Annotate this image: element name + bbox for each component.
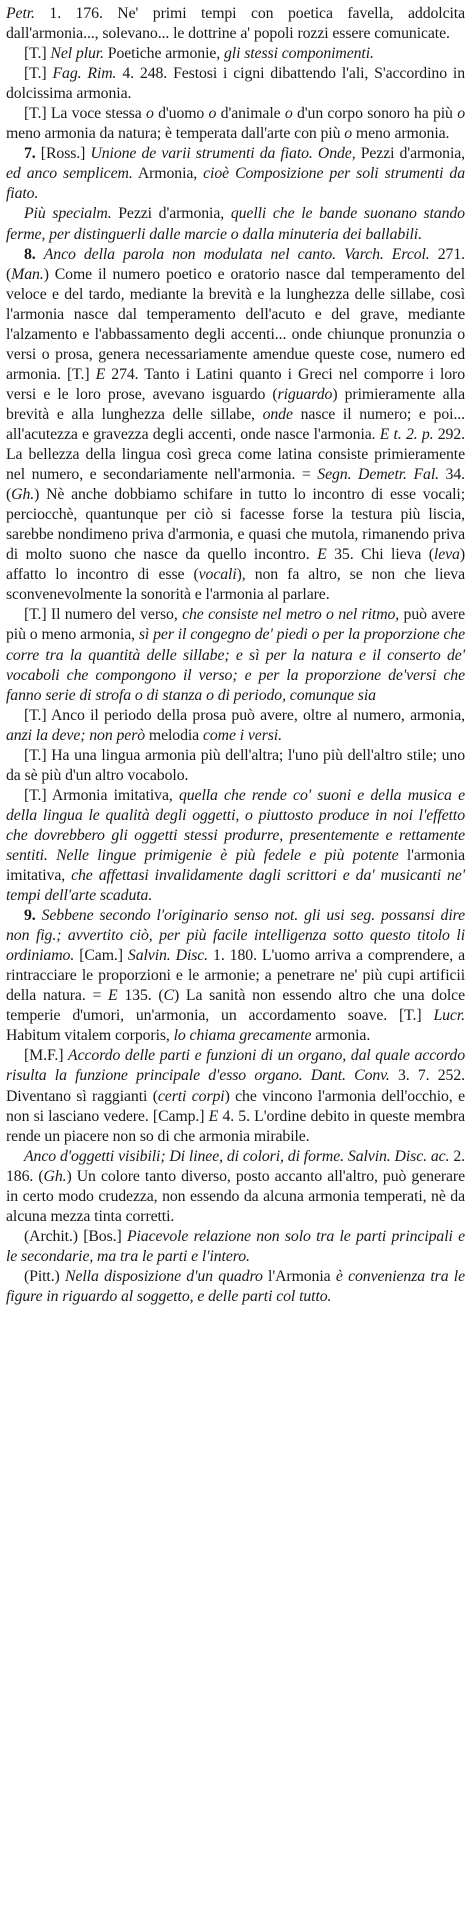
italic-text: Gh. — [11, 486, 35, 504]
body-text: [T.] — [24, 45, 51, 63]
italic-text: C — [163, 987, 174, 1005]
italic-text: certi corpi — [157, 1087, 225, 1105]
body-text: d'animale — [216, 105, 285, 123]
body-text — [36, 246, 44, 263]
italic-text: Lucr. — [433, 1007, 465, 1025]
dictionary-paragraph — [6, 1046, 465, 1146]
italic-text: lo chiama grecamente — [173, 1027, 312, 1045]
italic-text: Segn. Demetr. Fal. — [317, 466, 439, 484]
italic-text: E — [95, 365, 106, 383]
italic-text: che consiste nel metro o nel ritmo, — [182, 606, 400, 624]
dictionary-paragraph — [6, 605, 465, 705]
dictionary-paragraph — [6, 64, 465, 104]
body-text: meno armonia. — [352, 125, 450, 143]
italic-text: Sebbene secondo l'originario senso not. gli usi seg. possansi dire non fig.; avvertito ciò, per più facile intelligenza sotto questo titolo li ordiniamo. — [6, 907, 465, 965]
body-text: [T.] La voce stessa — [24, 105, 146, 123]
body-text: meno armonia da natura; è temperata dall'arte con più — [6, 125, 345, 143]
dictionary-paragraph — [6, 4, 465, 44]
body-text: ) La sanità non essendo altro che una dolce temperie d'umori, un'armonia, un accordamento soave. [T.] — [6, 987, 465, 1025]
italic-text: Nella disposizione d'un quadro — [65, 1267, 263, 1285]
dictionary-paragraph — [6, 44, 465, 64]
body-text: ) che vincono l'armonia dell'occhio, e non si lasciano vedere. [Camp.] — [6, 1087, 465, 1125]
italic-text: Più specialm. — [24, 205, 112, 223]
body-text: d'un corpo sonoro ha più — [292, 105, 458, 123]
dictionary-paragraph — [6, 1147, 465, 1227]
sense-number: 7. — [24, 145, 36, 163]
body-text: ) Un colore tanto diverso, posto accanto all'altro, può generare in certo modo crudezza, non essendo da alcuna armonia temperati, nè da alcuna mezza tinta corretti. — [6, 1167, 465, 1225]
italic-text: cioè Composizione per soli strumenti da fiato. — [6, 165, 465, 203]
dictionary-paragraph — [6, 706, 465, 746]
italic-text: E — [208, 1107, 219, 1125]
body-text: melodia — [145, 726, 203, 744]
italic-text: o — [284, 105, 293, 123]
dictionary-paragraph — [6, 144, 465, 204]
body-text: 4. 5. L'ordine debito in queste membra rende un piacere non so di che armonia mirabile. — [6, 1107, 466, 1145]
italic-text: Nel plur. — [50, 45, 104, 63]
body-text: 292. La bellezza della lingua così greca come latina consiste primieramente nel numero, e secondariamente nell'armonia. = — [6, 425, 465, 484]
body-text: 1. 180. L'uomo arriva a comprendere, a rintracciare le proporzioni e le armonie; a penetrare ne' più cupi artificii della natura. = — [6, 947, 466, 1005]
body-text: 135. ( — [117, 987, 164, 1005]
body-text: 3. 7. 252. Diventano sì raggianti ( — [6, 1067, 465, 1105]
body-text: nasce il numero; e poi... all'acutezza e gravezza degli accenti, onde nasce l'armonia. — [6, 405, 465, 443]
italic-text: o — [208, 105, 217, 123]
body-text: 35. Chi lieva ( — [326, 546, 434, 564]
italic-text: ed anco semplicem. — [6, 165, 133, 183]
body-text: può avere più o meno armonia, — [6, 606, 465, 644]
dictionary-paragraph — [6, 786, 465, 906]
italic-text: Salvin. Disc. — [127, 947, 209, 965]
body-text: Armonia, — [132, 165, 204, 183]
dictionary-paragraph — [6, 906, 465, 1046]
italic-text: è convenienza tra le figure in riguardo al soggetto, e delle parti col tutto. — [6, 1267, 466, 1305]
italic-text: E — [317, 546, 327, 564]
body-text: ), non fa altro, se non che lieva sconvenevolmente la sonorità e l'armonia al parlare. — [6, 566, 466, 604]
italic-text: Anco della parola non modulata nel canto. Varch. Ercol. — [43, 245, 430, 263]
body-text: [M.F.] — [24, 1047, 69, 1065]
italic-text: Unione de varii strumenti da fiato. Onde, — [90, 145, 356, 163]
body-text: (Pitt.) — [24, 1267, 66, 1285]
sense-number: 9. — [24, 907, 36, 925]
body-text: Pezzi d'armonia, — [355, 145, 465, 163]
body-text: 271. ( — [6, 245, 465, 283]
italic-text: onde — [262, 405, 293, 423]
body-text: 4. 248. Festosi i cigni dibattendo l'ali, S'accordino in dolcissima armonia. — [6, 65, 466, 103]
italic-text: Man. — [11, 265, 44, 283]
italic-text: o — [344, 125, 353, 143]
italic-text: come i versi. — [202, 726, 282, 744]
body-text: [T.] Anco il periodo della prosa può avere, oltre al numero, armonia, — [24, 706, 465, 724]
body-text: 1. 176. Ne' primi tempi con poetica favella, addolcita dall'armonia..., solevano... le dottrine a' popoli rozzi essere comunicate. — [6, 5, 465, 43]
body-text: armonia. — [311, 1027, 371, 1045]
italic-text: quella che rende co' suoni e della musica e della lingua le qualità degli oggetti, o piuttosto produce in noi l'effetto che dovrebbero gli oggetti stessi produrre, presentemente e rettamente sentiti. Nelle lingue primigenie è più fedele e più potente — [6, 786, 465, 864]
body-text: (Archit.) [Bos.] — [24, 1227, 127, 1245]
body-text: d'uomo — [153, 105, 209, 123]
body-text: [T.] Il numero del verso, — [24, 606, 183, 624]
italic-text: che affettasi invalidamente dagli scrittori e da' musicanti ne' tempi dell'arte scaduta. — [6, 867, 465, 905]
body-text: 274. Tanto i Latini quanto i Greci nel comporre i loro versi e le loro prose, avevano isguardo ( — [6, 365, 465, 403]
dictionary-paragraph — [6, 204, 465, 244]
body-text: ) affatto lo incontro di esse ( — [6, 546, 465, 584]
italic-text: o — [457, 105, 465, 123]
body-text: [T.] Armonia imitativa, — [24, 786, 179, 804]
body-text: 34. ( — [6, 466, 465, 504]
dictionary-paragraph — [6, 245, 465, 606]
body-text: ) Come il numero poetico e oratorio nasce dal temperamento del veloce e del tardo, mediante la brevità e la lunghezza delle sillabe, così l'armonia nasce dal temperamento dell'acuto e del grave, mediante l'alzamento e l'abbassamento degli accenti... onde chiunque pronunzia o versi o prosa, genera necessariamente amendue queste cose, numero ed armonia. [T.] — [6, 265, 465, 383]
body-text: [T.] — [24, 65, 53, 83]
body-text: [T.] Ha una lingua armonia più dell'altra; l'uno più dell'altro stile; uno da sè più d'un altro vocabolo. — [6, 746, 465, 784]
sense-number: 8. — [24, 245, 36, 263]
dictionary-paragraph — [6, 1267, 465, 1307]
italic-text: E t. 2. p. — [379, 425, 434, 443]
italic-text: riguardo — [277, 385, 333, 403]
italic-text: o — [145, 105, 154, 123]
body-text: Poetiche armonie, — [103, 45, 224, 63]
italic-text: sì per il congegno de' piedi o per la proporzione che corre tra la quantità delle sillabe; e sì per la natura e il conserto de' vocaboli che compongono il verso; e per la proporzione de'versi che fanno serie di strofa o di stanza o di periodo, comunque sia — [6, 626, 465, 704]
italic-text: Accordo delle parti e funzioni di un organo, dal quale accordo risulta la funzione principale d'esso organo. Dant. Conv. — [6, 1047, 465, 1085]
italic-text: Petr. — [6, 5, 35, 22]
italic-text: Anco d'oggetti visibili; Di linee, di colori, di forme. Salvin. Disc. ac. — [24, 1147, 450, 1165]
body-text: l'Armonia — [262, 1267, 336, 1285]
body-text: 2. 186. ( — [6, 1147, 465, 1185]
italic-text: quelli che le bande suonano stando ferme, per distinguerli dalle marcie o dalla minuteria dei ballabili. — [6, 205, 465, 243]
body-text: [Ross.] — [35, 145, 91, 163]
italic-text: gli stessi componimenti. — [224, 45, 374, 63]
dictionary-paragraph — [6, 746, 465, 786]
italic-text: leva — [433, 546, 460, 564]
italic-text: vocali — [198, 566, 237, 584]
italic-text: Fag. Rim. — [52, 65, 117, 83]
body-text: ) primieramente alla brevità e alla lunghezza delle sillabe, — [6, 385, 465, 423]
italic-text: Gh. — [43, 1167, 67, 1185]
italic-text: E — [108, 987, 118, 1005]
dictionary-paragraph — [6, 1227, 465, 1267]
body-text: l'armonia imitativa, — [6, 846, 465, 885]
body-text: Habitum vitalem corporis, — [6, 1027, 174, 1045]
body-text: ) Nè anche dobbiamo schifare in tutto lo incontro di esse vocali; perciocchè, quantunque per ciò si facesse forse la testura più liscia, sarebbe nondimeno priva d'armonia, e quasi che mutola, rimanendo priva di molto suono che nasce da quello incontro. — [6, 486, 465, 564]
italic-text: Piacevole relazione non solo tra le parti principali e le secondarie, ma tra le parti e l'intero. — [6, 1227, 466, 1265]
body-text: Pezzi d'armonia, — [111, 205, 231, 223]
italic-text: anzi la deve; non però — [6, 726, 146, 744]
dictionary-paragraph — [6, 104, 465, 144]
body-text: [Cam.] — [74, 947, 128, 965]
